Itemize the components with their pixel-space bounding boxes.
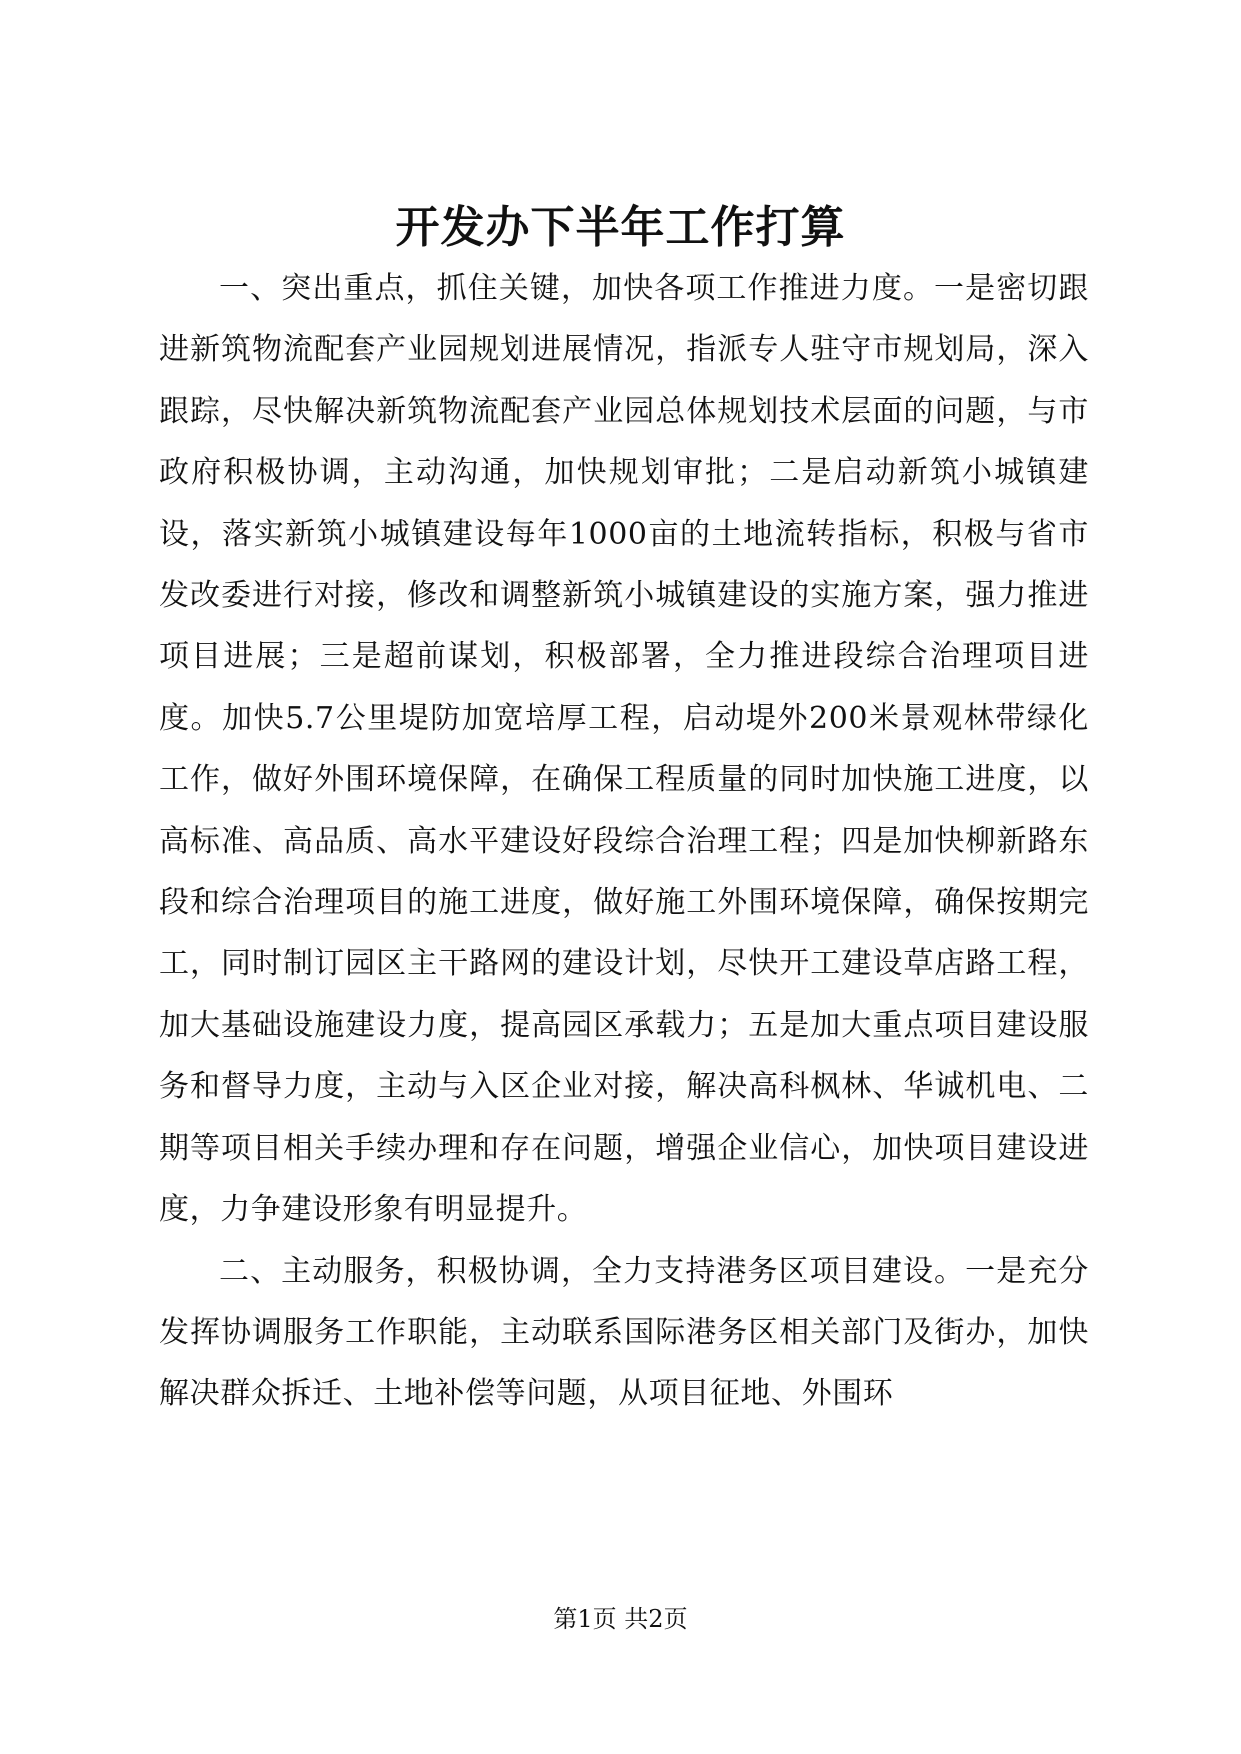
paragraph-1: 一、突出重点，抓住关键，加快各项工作推进力度。一是密切跟进新筑物流配套产业园规划进展情况，指派专人驻守市规划局，深入跟踪，尽快解决新筑物流配套产业园总体规划技术层面的问题，与市政府积极协调，主动沟通，加快规划审批；二是启动新筑小城镇建设，落实新筑小城镇建设每年1000亩的土地流转指标，积极与省市发改委进行对接，修改和调整新筑小城镇建设的实施方案，强力推进项目进展；三是超前谋划，积极部署，全力推进段综合治理项目进度。加快5.7公里堤防加宽培厚工程，启动堤外200米景观林带绿化工作，做好外围环境保障，在确保工程质量的同时加快施工进度，以高标准、高品质、高水平建设好段综合治理工程；四是加快柳新路东段和综合治理项目的施工进度，做好施工外围环境保障，确保按期完工，同时制订园区主干路网的建设计划，尽快开工建设草店路工程，加大基础设施建设力度，提高园区承载力；五是加大重点项目建设服务和督导力度，主动与入区企业对接，解决高科枫林、华诚机电、二期等项目相关手续办理和存在问题，增强企业信心，加快项目建设进度，力争建设形象有明显提升。 [159, 271, 1089, 1228]
document-title: 开发办下半年工作打算 [395, 202, 846, 253]
page-footer: 第1页 共2页 [553, 1605, 688, 1633]
document-body [159, 258, 1089, 1425]
paragraph-2: 二、主动服务，积极协调，全力支持港务区项目建设。一是充分发挥协调服务工作职能，主动联系国际港务区相关部门及街办，加快解决群众拆迁、土地补偿等问题，从项目征地、外围环 [159, 1253, 1089, 1412]
